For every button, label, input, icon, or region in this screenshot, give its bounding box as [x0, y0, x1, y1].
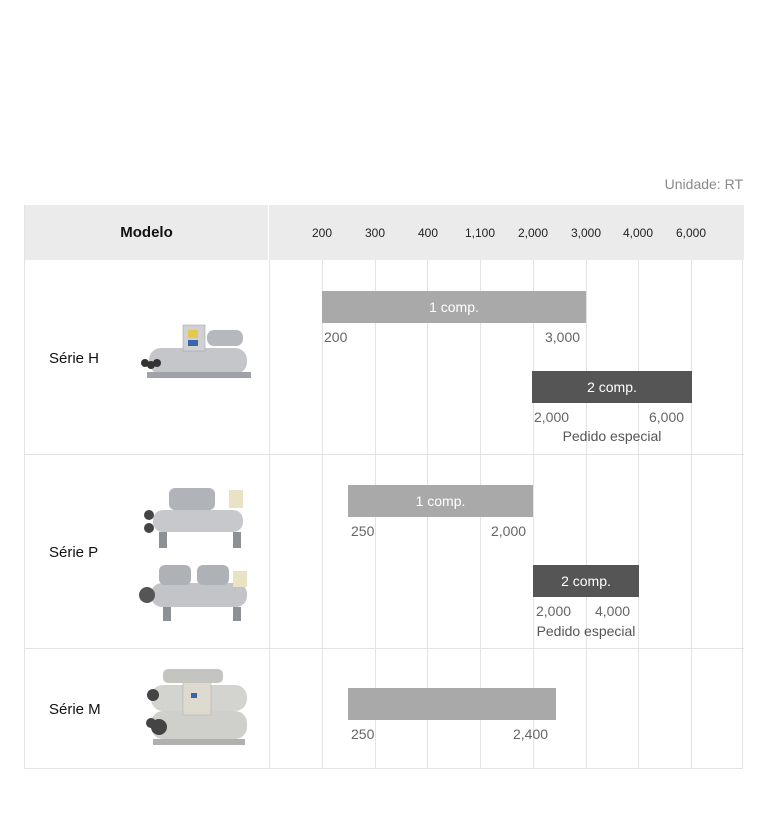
bar-p-2comp-min: 2,000 [536, 603, 572, 619]
bar-m-max: 2,400 [513, 726, 549, 742]
tick-label: 400 [417, 225, 439, 240]
capacity-range-table [24, 205, 743, 769]
model-column-header: Modelo [25, 205, 269, 260]
tick-label: 6,000 [675, 225, 707, 240]
chiller-image-p-1 [139, 480, 255, 552]
column-divider [269, 260, 270, 769]
bar-p-2comp: 2 comp. [533, 565, 639, 597]
chiller-image-h [139, 320, 255, 395]
tick-label: 2,000 [517, 225, 549, 240]
tick-label: 4,000 [622, 225, 654, 240]
tick-label: 200 [311, 225, 333, 240]
series-p-label: Série P [49, 544, 99, 561]
table-header [25, 205, 744, 260]
bar-h-1comp-max: 3,000 [545, 329, 581, 345]
grid-line [691, 260, 692, 769]
bar-m-min: 250 [351, 726, 375, 742]
grid-line [586, 260, 587, 769]
series-h-label: Série H [49, 350, 100, 367]
special-order-note: Pedido especial [562, 428, 662, 444]
tick-label: 3,000 [570, 225, 602, 240]
row-divider [25, 648, 744, 649]
bar-h-1comp-min: 200 [324, 329, 348, 345]
tick-label: 300 [364, 225, 386, 240]
row-divider [25, 454, 744, 455]
bar-h-2comp-max: 6,000 [649, 409, 685, 425]
grid-line [638, 260, 639, 769]
bar-h-2comp-min: 2,000 [534, 409, 570, 425]
bar-p-1comp: 1 comp. [348, 485, 533, 517]
bar-p-2comp-max: 4,000 [595, 603, 631, 619]
special-order-note: Pedido especial [536, 623, 636, 639]
chiller-image-m [143, 665, 255, 753]
bar-p-1comp-max: 2,000 [491, 523, 527, 539]
grid-line [322, 260, 323, 769]
series-m-label: Série M [49, 701, 101, 718]
unit-label: Unidade: RT [664, 176, 743, 192]
bar-m-range [348, 688, 556, 720]
tick-label: 1,100 [464, 225, 496, 240]
bar-h-1comp: 1 comp. [322, 291, 586, 323]
chiller-image-p-2 [137, 555, 255, 627]
bar-h-2comp: 2 comp. [532, 371, 692, 403]
bar-p-1comp-min: 250 [351, 523, 375, 539]
